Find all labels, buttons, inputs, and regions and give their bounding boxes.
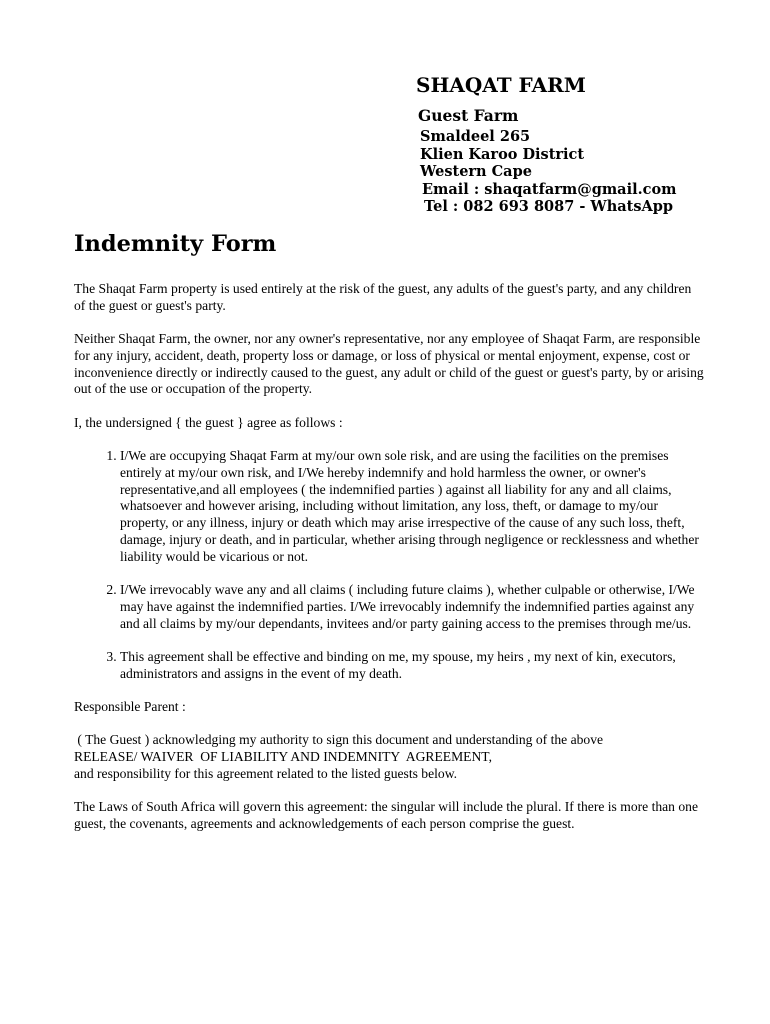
responsible-parent-label: Responsible Parent : xyxy=(74,699,186,715)
farm-subtitle: Guest Farm xyxy=(418,106,519,125)
clause-item: 1. I/We are occupying Shaqat Farm at my/our own sole risk, and are using the facilities on the premises entirely at my/our own risk, and I/We hereby indemnify and hold harmless the owner, or owner's representative,and all employees ( the indemnified parties ) against all liability for any and all claims, whatsoever and however arising, including without limitation, any loss, theft, or damage to my/our property, or any illness, injury or death which may arise irrespective of the cause of any such loss, theft, damage, injury or death, and in particular, whether arising through negligence or recklessness and whether liability would be vicarious or not. xyxy=(120,448,704,566)
contact-phone: Tel : 082 693 8087 - WhatsApp xyxy=(424,198,674,215)
contact-email: Email : shaqatfarm@gmail.com xyxy=(422,180,677,198)
address-line-street: Smaldeel 265 xyxy=(420,128,531,145)
clause-item: 3. This agreement shall be effective and binding on me, my spouse, my heirs , my next of kin, executors, administrators and assigns in the event of my death. xyxy=(120,649,704,683)
governing-law-paragraph: The Laws of South Africa will govern this agreement: the singular will include the plural. If there is more than one guest, the covenants, agreements and acknowledgements of each person comprise the guest. xyxy=(74,799,699,832)
ack-line: and responsibility for this agreement related to the listed guests below. xyxy=(74,766,458,782)
clause-item: 2. I/We irrevocably wave any and all claims ( including future claims ), whether culpable or otherwise, I/We may have against the indemnified parties. I/We irrevocably indemnify the indemnified parties against any and all claims by my/our dependants, invitees and/or party gaining access to the premises through me/us. xyxy=(120,582,704,632)
page-title: Indemnity Form xyxy=(74,231,277,257)
intro-paragraph: The Shaqat Farm property is used entirely at the risk of the guest, any adults of the guest's party, and any children of the guest or guest's party. xyxy=(74,281,692,313)
acknowledgement-paragraph xyxy=(74,732,704,782)
ack-line: RELEASE/ WAIVER OF LIABILITY AND INDEMNITY AGREEMENT, xyxy=(74,749,492,765)
address-line-district: Klien Karoo District xyxy=(420,145,585,163)
address-line-province: Western Cape xyxy=(420,163,532,180)
liability-paragraph: Neither Shaqat Farm, the owner, nor any owner's representative, nor any employee of Shaqat Farm, are responsible for any injury, accident, death, property loss or damage, or loss of physical or mental enjoyment, expense, cost or inconvenience directly or indirectly caused to the guest, any adult or child of the guest or guest's party, by or arising out of the use or occupation of the property. xyxy=(74,331,704,397)
letterhead xyxy=(416,72,677,216)
clause-list xyxy=(74,448,704,683)
agreement-intro: I, the undersigned { the guest } agree as follows : xyxy=(74,414,343,430)
ack-line: ( The Guest ) acknowledging my authority to sign this document and understanding of the above xyxy=(74,732,604,748)
form-body xyxy=(74,281,704,849)
farm-name: SHAQAT FARM xyxy=(416,73,586,97)
